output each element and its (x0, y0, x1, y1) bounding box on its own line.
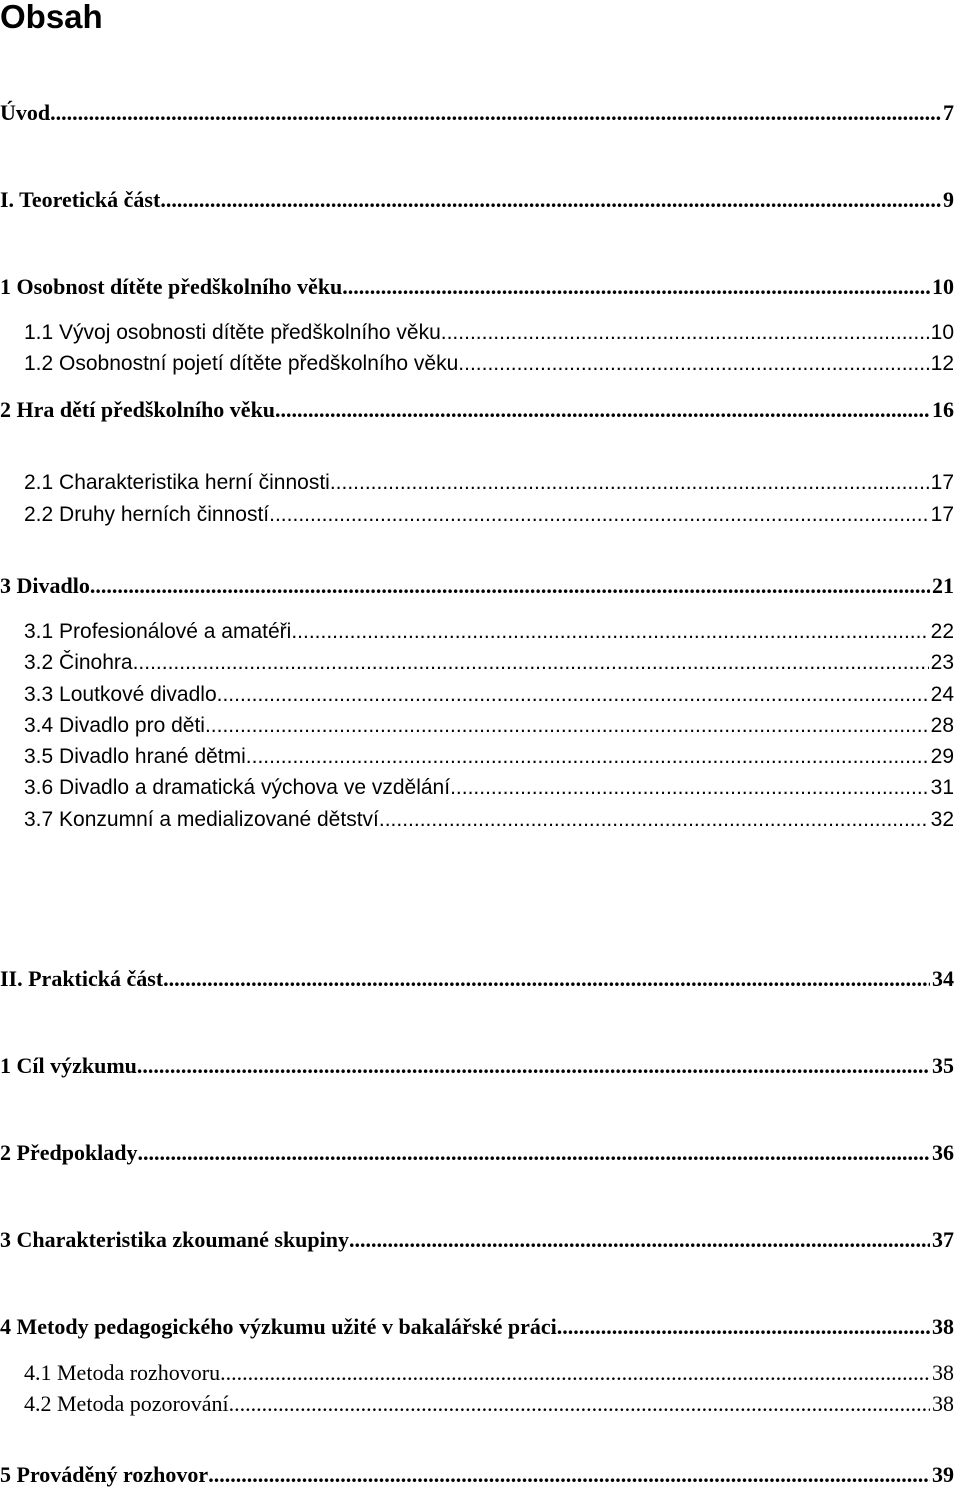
toc-entry-page: 39 (932, 1462, 954, 1487)
toc-dot-leader (246, 744, 929, 770)
toc-entry-chapter-3[interactable] (0, 573, 954, 599)
toc-entry-section-3-1[interactable] (0, 619, 954, 645)
toc-dot-leader (208, 1462, 930, 1488)
toc-entry-chapter-2[interactable] (0, 397, 954, 423)
toc-dot-leader (269, 502, 929, 528)
toc-dot-leader (163, 966, 930, 992)
toc-entry-section-3-4[interactable] (0, 713, 954, 739)
toc-entry-label: 3.5 Divadlo hrané dětmi (24, 745, 246, 768)
toc-entry-label: 3.2 Činohra (24, 651, 133, 674)
toc-entry-label: 1.1 Vývoj osobnosti dítěte předškolního věku (24, 321, 441, 344)
toc-entry-page: 9 (943, 187, 954, 212)
toc-entry-section-3-7[interactable] (0, 807, 954, 833)
toc-dot-leader (90, 573, 930, 599)
toc-dot-leader (458, 351, 928, 377)
toc-entry-page: 17 (930, 503, 954, 526)
toc-entry-page: 10 (930, 321, 954, 344)
toc-entry-label: 3.4 Divadlo pro děti (24, 714, 205, 737)
toc-entry-label: 3.7 Konzumní a medializované dětství (24, 808, 379, 831)
toc-entry-section-4-2[interactable] (0, 1391, 954, 1417)
toc-entry-metody-vyzkumu[interactable] (0, 1314, 954, 1340)
toc-entry-label: 4.2 Metoda pozorování (24, 1391, 229, 1416)
toc-entry-label: 4.1 Metoda rozhovoru (24, 1360, 221, 1385)
toc-entry-cil-vyzkumu[interactable] (0, 1053, 954, 1079)
toc-entry-label: 3.1 Profesionálové a amatéři (24, 620, 292, 643)
toc-dot-leader (330, 470, 929, 496)
toc-entry-uvod[interactable] (0, 100, 954, 126)
toc-entry-page: 34 (932, 966, 954, 991)
toc-entry-page: 37 (932, 1227, 954, 1252)
toc-entry-section-2-1[interactable] (0, 470, 954, 496)
toc-entry-predpoklady[interactable] (0, 1140, 954, 1166)
toc-entry-label: 2 Předpoklady (0, 1140, 138, 1165)
toc-entry-page: 17 (930, 471, 954, 494)
toc-dot-leader (133, 650, 929, 676)
toc-entry-section-3-2[interactable] (0, 650, 954, 676)
toc-entry-page: 24 (930, 683, 954, 706)
toc-entry-label: 2.1 Charakteristika herní činnosti (24, 471, 330, 494)
toc-entry-page: 29 (930, 745, 954, 768)
toc-entry-label: Úvod (0, 100, 51, 125)
toc-entry-label: 5 Prováděný rozhovor (0, 1462, 209, 1487)
toc-dot-leader (441, 320, 929, 346)
toc-entry-charakteristika-skupiny[interactable] (0, 1227, 954, 1253)
toc-entry-page: 36 (932, 1140, 954, 1165)
toc-entry-label: 1 Cíl výzkumu (0, 1053, 137, 1078)
toc-dot-leader (275, 397, 930, 423)
toc-entry-label: 2 Hra dětí předškolního věku (0, 397, 276, 422)
toc-entry-label: II. Praktická část (0, 966, 164, 991)
toc-entry-label: 1 Osobnost dítěte předškolního věku (0, 274, 343, 299)
toc-dot-leader (557, 1314, 930, 1340)
toc-dot-leader (342, 274, 930, 300)
toc-entry-teoreticka-cast[interactable] (0, 187, 954, 213)
toc-entry-section-3-3[interactable] (0, 682, 954, 708)
toc-dot-leader (205, 713, 929, 739)
toc-entry-label: I. Teoretická část (0, 187, 161, 212)
toc-entry-page: 38 (932, 1391, 954, 1416)
toc-dot-leader (349, 1227, 930, 1253)
toc-dot-leader (450, 775, 929, 801)
toc-entry-label: 3 Charakteristika zkoumané skupiny (0, 1227, 350, 1252)
toc-entry-label: 3.3 Loutkové divadlo (24, 683, 217, 706)
toc-dot-leader (160, 187, 941, 213)
toc-dot-leader (220, 1360, 930, 1386)
toc-entry-page: 7 (943, 100, 954, 125)
toc-dot-leader (229, 1391, 930, 1417)
toc-entry-label: 2.2 Druhy herních činností (24, 503, 270, 526)
toc-entry-chapter-1[interactable] (0, 274, 954, 300)
toc-entry-page: 38 (932, 1360, 954, 1385)
toc-dot-leader (291, 619, 928, 645)
toc-entry-section-4-1[interactable] (0, 1360, 954, 1386)
toc-entry-page: 38 (932, 1314, 954, 1339)
toc-dot-leader (217, 682, 929, 708)
toc-entry-label: 4 Metody pedagogického výzkumu užité v bakalářské práci (0, 1314, 557, 1339)
toc-entry-section-3-5[interactable] (0, 744, 954, 770)
toc-entry-provadeny-rozhovor[interactable] (0, 1462, 954, 1488)
toc-entry-section-3-6[interactable] (0, 775, 954, 801)
toc-entry-prakticka-cast[interactable] (0, 966, 954, 992)
toc-entry-page: 22 (930, 620, 954, 643)
page-title: Obsah (0, 0, 103, 35)
toc-entry-section-2-2[interactable] (0, 502, 954, 528)
toc-entry-section-1-2[interactable] (0, 351, 954, 377)
toc-entry-page: 23 (930, 651, 954, 674)
toc-entry-page: 35 (932, 1053, 954, 1078)
toc-entry-page: 16 (932, 397, 954, 422)
toc-dot-leader (379, 807, 929, 833)
toc-dot-leader (138, 1140, 930, 1166)
toc-entry-label: 1.2 Osobnostní pojetí dítěte předškolního věku (24, 352, 459, 375)
toc-entry-page: 32 (930, 808, 954, 831)
toc-entry-page: 28 (930, 714, 954, 737)
toc-entry-page: 12 (930, 352, 954, 375)
toc-dot-leader (137, 1053, 930, 1079)
toc-entry-section-1-1[interactable] (0, 320, 954, 346)
toc-entry-label: 3 Divadlo (0, 573, 90, 598)
toc-entry-page: 31 (930, 776, 954, 799)
toc-entry-page: 10 (932, 274, 954, 299)
toc-dot-leader (50, 100, 941, 126)
toc-entry-page: 21 (932, 573, 954, 598)
toc-entry-label: 3.6 Divadlo a dramatická výchova ve vzdělání (24, 776, 451, 799)
